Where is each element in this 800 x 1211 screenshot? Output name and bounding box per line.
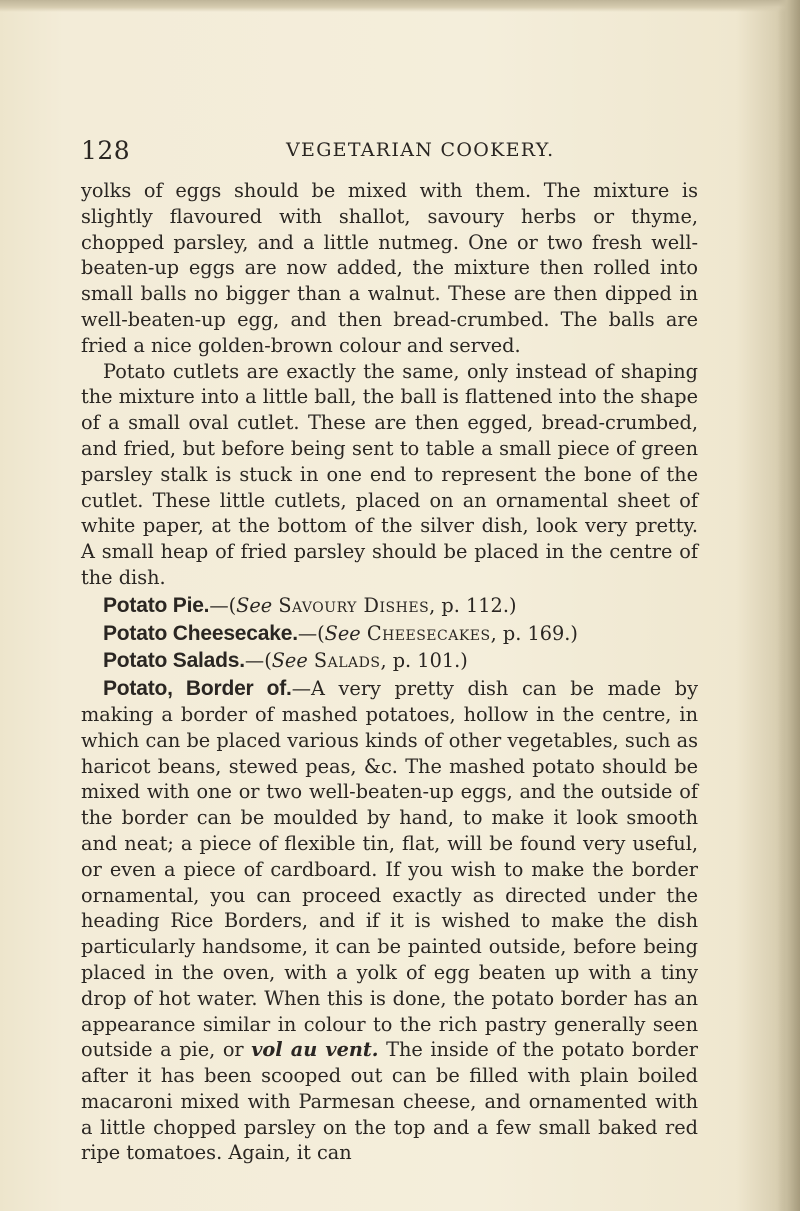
entry-cross-reference: Cheesecakes (366, 621, 491, 645)
running-title: VEGETARIAN COOKERY. (286, 139, 555, 161)
page-right-edge (778, 0, 800, 1211)
entry-page-ref: , p. 101.) (380, 649, 468, 673)
entry-heading: Potato Salads. (103, 649, 245, 673)
entry-see: See (236, 593, 273, 617)
paragraph-croquettes-continued: yolks of eggs should be mixed with them. The mixture is slightly flavoured with shallot, savoury herbs or thyme, chopped parsley, and a little nutmeg. One or two fresh well-beaten-up eggs are now added, the mixture then rolled into small balls no bigger than a walnut. These are then dipped in well-beaten-up egg, and then bread-crumbed. The balls are fried a nice golden-brown colour and served. (81, 179, 698, 357)
entry-page-ref: , p. 112.) (429, 593, 517, 617)
entry-potato-salads (81, 648, 698, 674)
entry-heading: Potato Pie. (103, 593, 210, 617)
entry-open: —( (244, 649, 272, 673)
entry-page-ref: , p. 169.) (490, 621, 578, 645)
page-header (81, 136, 721, 166)
page-body (81, 178, 698, 1166)
entry-heading: Potato, Border of. (103, 677, 292, 701)
page-number: 128 (81, 136, 131, 165)
entry-open: —( (209, 593, 237, 617)
page-top-edge (0, 0, 800, 12)
entry-vol-au-vent: vol au vent. (251, 1038, 379, 1062)
entry-potato-cheesecake (81, 621, 698, 647)
entry-cross-reference: Savoury Dishes (278, 593, 430, 617)
paragraph-potato-cutlets: Potato cutlets are exactly the same, only instead of shaping the mixture into a little ball, the ball is flattened into the shape of a small oval cutlet. These are then egged, bread-crumbed, and fried, but before being sent to table a small piece of green parsley stalk is stuck in one end to represent the bone of the cutlet. These little cutlets, placed on an ornamental sheet of white paper, at the bottom of the silver dish, look very pretty. A small heap of fried parsley should be placed in the centre of the dish. (81, 359, 698, 589)
entry-text-part1: —A very pretty dish can be made by making a border of mashed potatoes, hollow in the centre, in which can be placed various kinds of other vegetables, such as haricot beans, stewed peas, &c. The mashed potato should be mixed with one or two well-beaten-up eggs, and the outside of the border can be moulded by hand, to make it look smooth and neat; a piece of flexible tin, flat, will be found very useful, or even a piece of cardboard. If you wish to make the border ornamental, you can proceed exactly as directed under the heading Rice Borders, and if it is wished to make the dish particularly handsome, it can be painted outside, before being placed in the oven, with a yolk of egg beaten up with a tiny drop of hot water. When this is done, the potato border has an appearance similar in colour to the rich pastry generally seen outside a pie, or (81, 677, 699, 1062)
entry-open: —( (297, 621, 325, 645)
entry-text-part2: The inside of the potato border after it has been scooped out can be filled with plain boiled macaroni mixed with Parmesan cheese, and ornamented with a little chopped parsley on the top and a few small baked red ripe tomatoes. Again, it can (81, 1038, 699, 1165)
entry-cross-reference: Salads (313, 649, 381, 673)
entry-see: See (324, 621, 361, 645)
entry-see: See (271, 649, 308, 673)
entry-potato-border (81, 676, 698, 1166)
entry-potato-pie (81, 593, 698, 619)
entry-heading: Potato Cheesecake. (103, 621, 298, 645)
